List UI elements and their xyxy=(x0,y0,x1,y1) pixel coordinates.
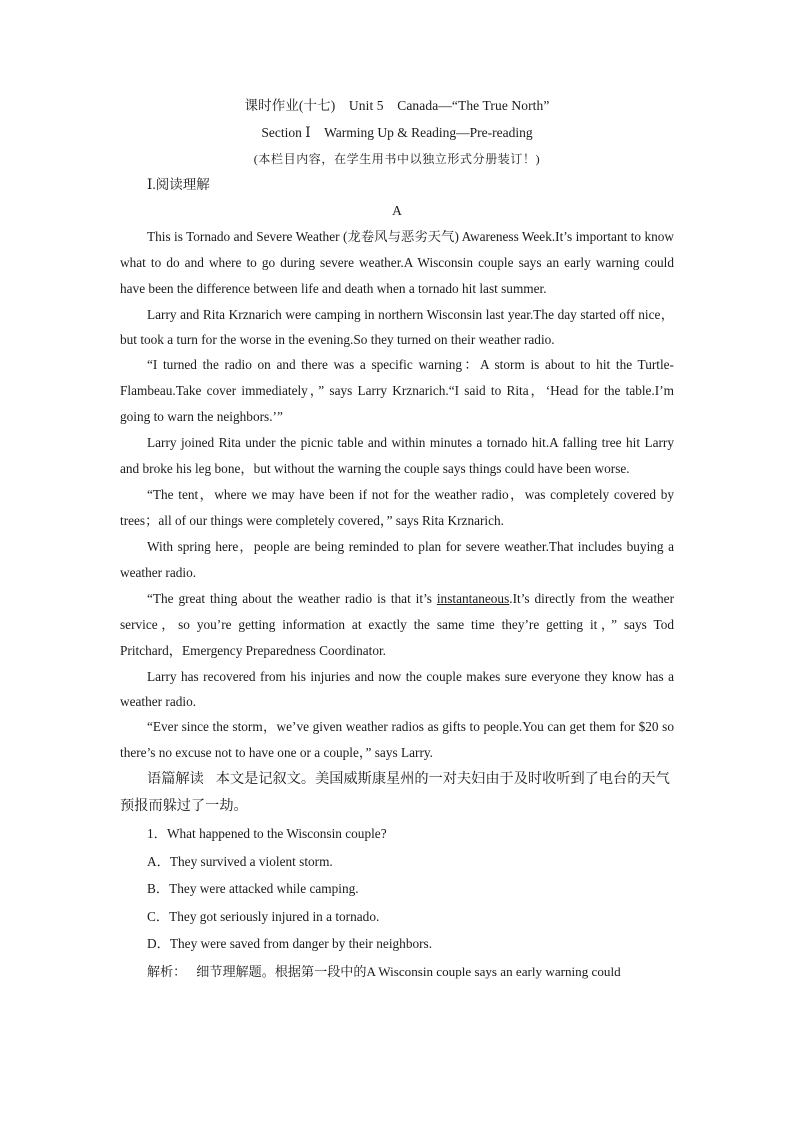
explanation xyxy=(147,958,674,986)
paragraph: Larry joined Rita under the picnic table and within minutes a tornado hit.A falling tree hit Larry and broke his leg bone，but without the warning the couple says things could have been worse. xyxy=(120,435,674,476)
paragraph: Larry has recovered from his injuries and now the couple makes sure everyone they know has a weather radio. xyxy=(120,669,674,709)
question-stem: 1．What happened to the Wisconsin couple? xyxy=(147,826,387,841)
passage-analysis xyxy=(120,766,674,820)
underlined-word: instantaneous xyxy=(436,591,510,606)
paragraph xyxy=(120,586,674,664)
paragraph: This is Tornado and Severe Weather (龙卷风与恶劣天气) Awareness Week.It’s important to know what to do and where to go during severe weather.A Wisconsin couple says an early warning could have been the difference between life and death when a tornado hit last summer. xyxy=(120,229,674,296)
paragraph-text: .It’s directly from the weather service，so you’re getting information at exactly the same time they’re getting it，” says Tod Pritchard，Emergency Preparedness Coordinator. xyxy=(120,591,674,658)
paragraph: Larry and Rita Krznarich were camping in northern Wisconsin last year.The day started off nice，but took a turn for the worse in the evening.So they turned on their weather radio. xyxy=(120,307,674,347)
passage-label: A xyxy=(392,203,402,218)
document-content xyxy=(120,92,674,985)
section-title: Section Ⅰ Warming Up & Reading—Pre-reading xyxy=(261,125,533,140)
page-title: 课时作业(十七) Unit 5 Canada—“The True North” xyxy=(244,98,550,113)
option-d: D．They were saved from danger by their neighbors. xyxy=(147,936,433,951)
explanation-label: 解析： xyxy=(147,963,187,979)
analysis-label: 语篇解读 xyxy=(147,771,204,787)
option-b: B．They were attacked while camping. xyxy=(147,881,359,896)
paragraph: “Ever since the storm，we’ve given weather radios as gifts to people.You can get them for $20 so there’s no excuse not to have one or a couple，” says Larry. xyxy=(120,719,674,760)
paragraph: With spring here，people are being reminded to plan for severe weather.That includes buying a weather radio. xyxy=(120,539,674,580)
option-c: C．They got seriously injured in a tornado. xyxy=(147,908,380,924)
paragraph-text: “The great thing about the weather radio is that it’s xyxy=(147,591,437,606)
option-a: A．They survived a violent storm. xyxy=(147,853,333,869)
paragraph: “I turned the radio on and there was a specific warning：A storm is about to hit the Turtle-Flambeau.Take cover immediately，” says Larry Krznarich.“I said to Rita，‘Head for the table.I’m going to warn the neighbors.’” xyxy=(120,357,674,424)
explanation-text: 细节理解题。根据第一段中的A Wisconsin couple says an early warning could xyxy=(196,963,621,979)
reading-section-heading: Ⅰ.阅读理解 xyxy=(147,177,210,192)
analysis-text: 本文是记叙文。美国威斯康星州的一对夫妇由于及时收听到了电台的天气预报而躲过了一劫。 xyxy=(120,771,670,814)
paragraph: “The tent，where we may have been if not for the weather radio，was completely covered by trees；all of our things were completely covered，” says Rita Krznarich. xyxy=(120,487,674,528)
binding-note: (本栏目内容，在学生用书中以独立形式分册装订！) xyxy=(253,152,541,166)
